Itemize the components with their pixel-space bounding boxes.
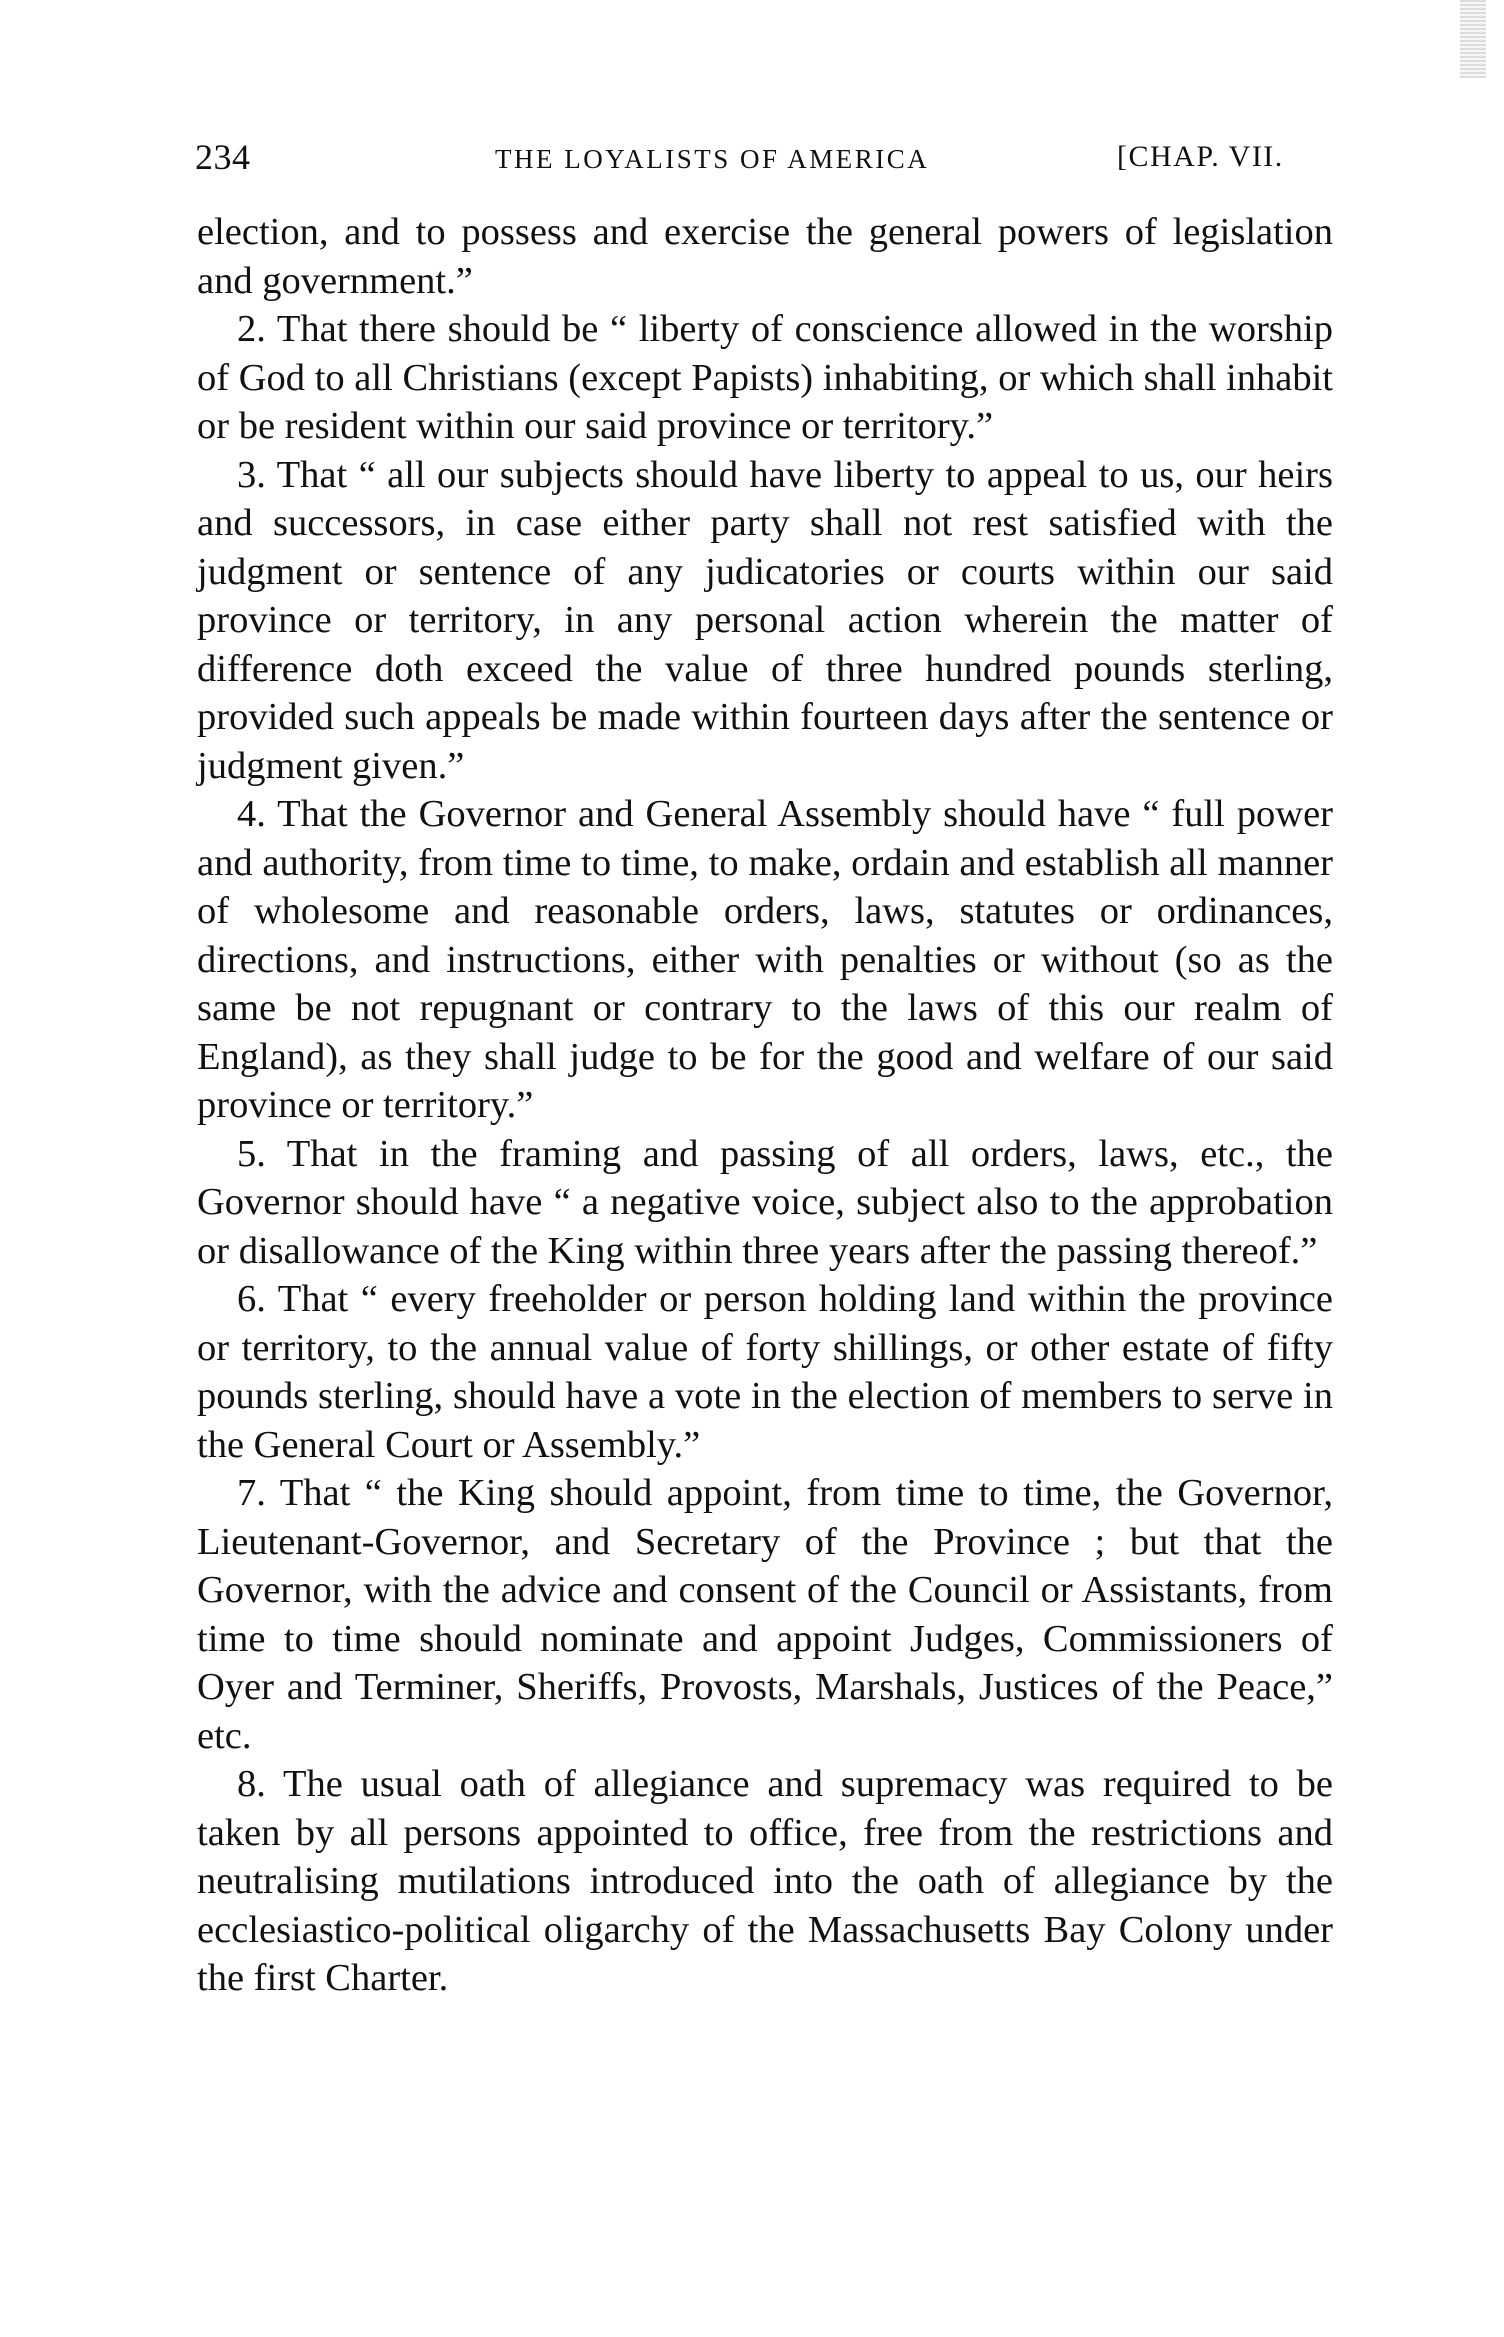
chapter-label: [CHAP. VII. — [1117, 140, 1284, 173]
scan-edge-artifact — [1460, 0, 1486, 78]
running-title: THE LOYALISTS OF AMERICA — [495, 144, 930, 174]
paragraph-item-2: 2. That there should be “ liberty of conscience allowed in the worship of God to all Christians (except Papists) inhabiting, or which shall inhabit or be resident within our said province or territory.” — [197, 308, 1333, 447]
paragraph-item-6: 6. That “ every freeholder or person holding land within the province or territory, to the annual value of forty shillings, or other estate of fifty pounds sterling, should have a vote in the election of members to serve in the General Court or Assembly.” — [197, 1278, 1333, 1466]
body-text — [197, 208, 1333, 2003]
paragraph-continuation: election, and to possess and exercise the general powers of legislation and government.” — [197, 211, 1333, 302]
paragraph-item-5: 5. That in the framing and passing of all orders, laws, etc., the Governor should have “ a negative voice, subject also to the approbation or disallowance of the King within three years after the passing thereof.” — [197, 1132, 1333, 1272]
page-number: 234 — [195, 137, 251, 177]
paragraph-item-7: 7. That “ the King should appoint, from time to time, the Governor, Lieutenant-Governor, and Secretary of the Province ; but that the Governor, with the advice and consent of the Council or Assistants, from time to time should nominate and appoint Judges, Commissioners of Oyer and Terminer, Sheriffs, Provosts, Marshals, Justices of the Peace,” etc. — [197, 1472, 1333, 1757]
paragraph-item-8: 8. The usual oath of allegiance and supremacy was required to be taken by all persons appointed to office, free from the restrictions and neutralising mutilations introduced into the oath of allegiance by the ecclesiastico-political oligarchy of the Massachusetts Bay Colony under the first Charter. — [197, 1763, 1333, 1999]
paragraph-item-3: 3. That “ all our subjects should have liberty to appeal to us, our heirs and successors, in case either party shall not rest satisfied with the judgment or sentence of any judicatories or courts within our said province or territory, in any personal action wherein the matter of difference doth exceed the value of three hundred pounds sterling, provided such appeals be made within fourteen days after the sentence or judgment given.” — [197, 453, 1333, 787]
paragraph-item-4: 4. That the Governor and General Assembly should have “ full power and authority, from time to time, to make, ordain and establish all manner of wholesome and reasonable orders, laws, statutes or ordinances, directions, and instructions, either with penalties or without (so as the same be not repugnant or contrary to the laws of this our realm of England), as they shall judge to be for the good and welfare of our said province or territory.” — [197, 793, 1333, 1126]
running-header — [195, 136, 1335, 180]
